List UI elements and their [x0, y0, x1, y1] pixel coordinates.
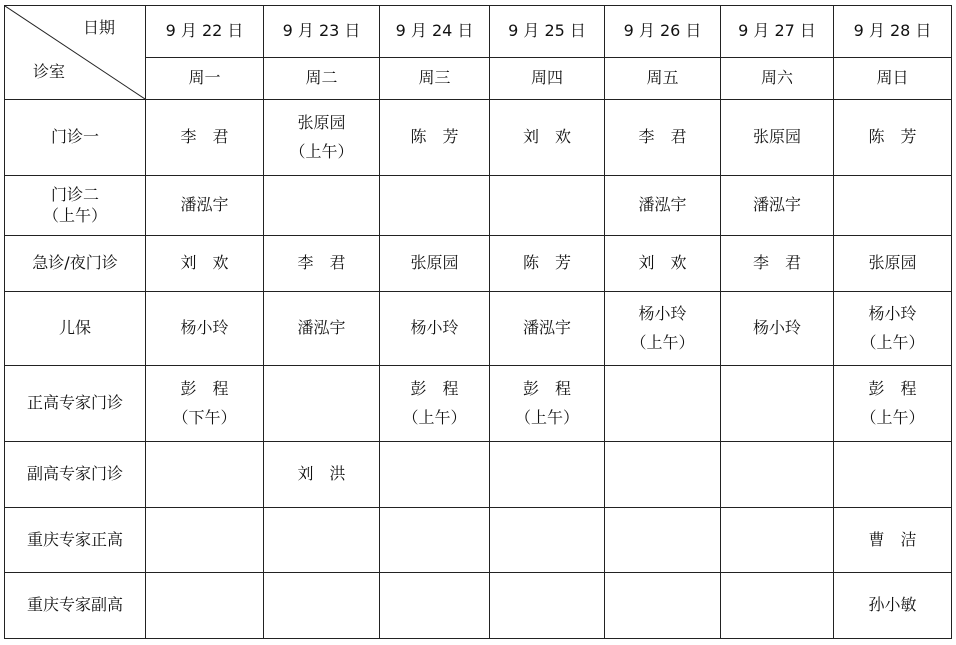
weekday-header: 周五: [605, 58, 721, 100]
duty-cell: [490, 508, 605, 573]
weekday-header: 周六: [721, 58, 834, 100]
duty-cell: [380, 366, 490, 442]
doctor-name: 张原园: [752, 127, 801, 147]
duty-cell: [264, 442, 380, 508]
room-label: 正高专家门诊: [26, 393, 123, 413]
session-note: （上午）: [630, 332, 695, 352]
date-header: 9 月 28 日: [834, 6, 952, 58]
doctor-name: 李 君: [297, 253, 346, 273]
duty-cell: [605, 573, 721, 639]
corner-header-cell: [5, 6, 146, 100]
session-note: （上午）: [860, 407, 925, 427]
session-note: （上午）: [860, 332, 925, 352]
doctor-name: 杨小玲: [638, 303, 687, 323]
duty-cell: [721, 236, 834, 292]
weekday-header: 周四: [490, 58, 605, 100]
duty-cell: [146, 573, 264, 639]
doctor-name: 潘泓宇: [752, 195, 801, 215]
duty-cell: [146, 366, 264, 442]
duty-cell: [834, 508, 952, 573]
duty-cell: [264, 176, 380, 236]
doctor-name: 李 君: [180, 127, 229, 147]
duty-cell: [834, 442, 952, 508]
duty-cell: [490, 292, 605, 366]
duty-cell: [605, 442, 721, 508]
duty-cell: [834, 176, 952, 236]
duty-cell: [605, 292, 721, 366]
schedule-row: [5, 176, 952, 236]
doctor-name: 孙小敏: [868, 595, 917, 615]
session-note: （上午）: [402, 407, 467, 427]
weekday-header: 周一: [146, 58, 264, 100]
doctor-name: 杨小玲: [752, 318, 801, 338]
duty-cell: [146, 442, 264, 508]
duty-cell: [264, 100, 380, 176]
doctor-name: 曹 洁: [868, 529, 917, 549]
duty-cell: [834, 292, 952, 366]
doctor-name: 陈 芳: [410, 127, 459, 147]
room-label-cell: [5, 366, 146, 442]
corner-date-label: 日期: [82, 18, 115, 37]
schedule-row: [5, 236, 952, 292]
doctor-name: 刘 欢: [522, 127, 571, 147]
duty-cell: [146, 100, 264, 176]
doctor-name: 潘泓宇: [180, 195, 229, 215]
doctor-name: 彭 程: [410, 378, 459, 398]
header-date-row: [5, 6, 952, 58]
date-header: 9 月 22 日: [146, 6, 264, 58]
duty-cell: [146, 236, 264, 292]
duty-cell: [490, 100, 605, 176]
schedule-row: [5, 442, 952, 508]
doctor-name: 张原园: [297, 112, 346, 132]
duty-cell: [605, 366, 721, 442]
duty-cell: [605, 508, 721, 573]
room-label: 急诊/夜门诊: [32, 253, 118, 273]
duty-cell: [264, 292, 380, 366]
duty-cell: [834, 236, 952, 292]
duty-cell: [490, 573, 605, 639]
duty-cell: [380, 176, 490, 236]
duty-cell: [264, 366, 380, 442]
duty-cell: [490, 442, 605, 508]
room-label: 儿保: [58, 318, 91, 338]
schedule-row: [5, 100, 952, 176]
doctor-name: 陈 芳: [868, 127, 917, 147]
doctor-name: 陈 芳: [522, 253, 571, 273]
room-label-cell: [5, 508, 146, 573]
date-header: 9 月 26 日: [605, 6, 721, 58]
doctor-name: 潘泓宇: [638, 195, 687, 215]
doctor-name: 刘 欢: [180, 253, 229, 273]
duty-cell: [264, 508, 380, 573]
weekday-header: 周日: [834, 58, 952, 100]
duty-cell: [380, 100, 490, 176]
duty-cell: [721, 100, 834, 176]
date-header: 9 月 23 日: [264, 6, 380, 58]
duty-cell: [834, 100, 952, 176]
duty-cell: [834, 366, 952, 442]
doctor-name: 张原园: [410, 253, 459, 273]
duty-cell: [490, 176, 605, 236]
schedule-row: [5, 573, 952, 639]
duty-cell: [490, 236, 605, 292]
date-header: 9 月 24 日: [380, 6, 490, 58]
room-label: 副高专家门诊: [26, 464, 123, 484]
room-label-cell: [5, 442, 146, 508]
schedule-row: [5, 366, 952, 442]
room-label-cell: [5, 176, 146, 236]
session-note: （上午）: [289, 141, 354, 161]
room-label: 门诊二: [50, 184, 99, 204]
room-label: 重庆专家正高: [26, 529, 123, 549]
room-label-cell: [5, 292, 146, 366]
session-note: （下午）: [172, 407, 237, 427]
duty-cell: [146, 508, 264, 573]
header-weekday-row: [5, 58, 952, 100]
duty-cell: [380, 292, 490, 366]
doctor-name: 彭 程: [180, 378, 229, 398]
corner-room-label: 诊室: [33, 62, 66, 82]
doctor-name: 杨小玲: [180, 318, 229, 338]
room-label-cell: [5, 573, 146, 639]
room-label: （上午）: [42, 205, 107, 225]
doctor-name: 彭 程: [522, 378, 571, 398]
duty-cell: [380, 508, 490, 573]
doctor-name: 李 君: [752, 253, 801, 273]
doctor-name: 刘 欢: [638, 253, 687, 273]
room-label: 重庆专家副高: [26, 595, 123, 615]
doctor-name: 李 君: [638, 127, 687, 147]
duty-cell: [146, 292, 264, 366]
schedule-row: [5, 508, 952, 573]
doctor-name: 张原园: [868, 253, 917, 273]
duty-cell: [490, 366, 605, 442]
duty-cell: [146, 176, 264, 236]
room-label-cell: [5, 100, 146, 176]
date-header: 9 月 25 日: [490, 6, 605, 58]
duty-cell: [721, 292, 834, 366]
duty-schedule-table: [4, 5, 952, 639]
weekday-header: 周二: [264, 58, 380, 100]
duty-cell: [605, 100, 721, 176]
duty-cell: [264, 236, 380, 292]
session-note: （上午）: [514, 407, 579, 427]
duty-cell: [380, 442, 490, 508]
date-header: 9 月 27 日: [721, 6, 834, 58]
duty-cell: [605, 176, 721, 236]
diagonal-divider: [5, 6, 145, 99]
duty-cell: [721, 442, 834, 508]
duty-cell: [380, 236, 490, 292]
duty-cell: [721, 176, 834, 236]
duty-cell: [605, 236, 721, 292]
doctor-name: 刘 洪: [297, 464, 346, 484]
doctor-name: 彭 程: [868, 378, 917, 398]
doctor-name: 杨小玲: [868, 303, 917, 323]
duty-cell: [380, 573, 490, 639]
room-label: 门诊一: [50, 127, 99, 147]
duty-cell: [721, 508, 834, 573]
room-label-cell: [5, 236, 146, 292]
duty-cell: [264, 573, 380, 639]
duty-cell: [721, 573, 834, 639]
doctor-name: 潘泓宇: [297, 318, 346, 338]
doctor-name: 杨小玲: [410, 318, 459, 338]
weekday-header: 周三: [380, 58, 490, 100]
schedule-row: [5, 292, 952, 366]
doctor-name: 潘泓宇: [522, 318, 571, 338]
duty-cell: [834, 573, 952, 639]
duty-cell: [721, 366, 834, 442]
